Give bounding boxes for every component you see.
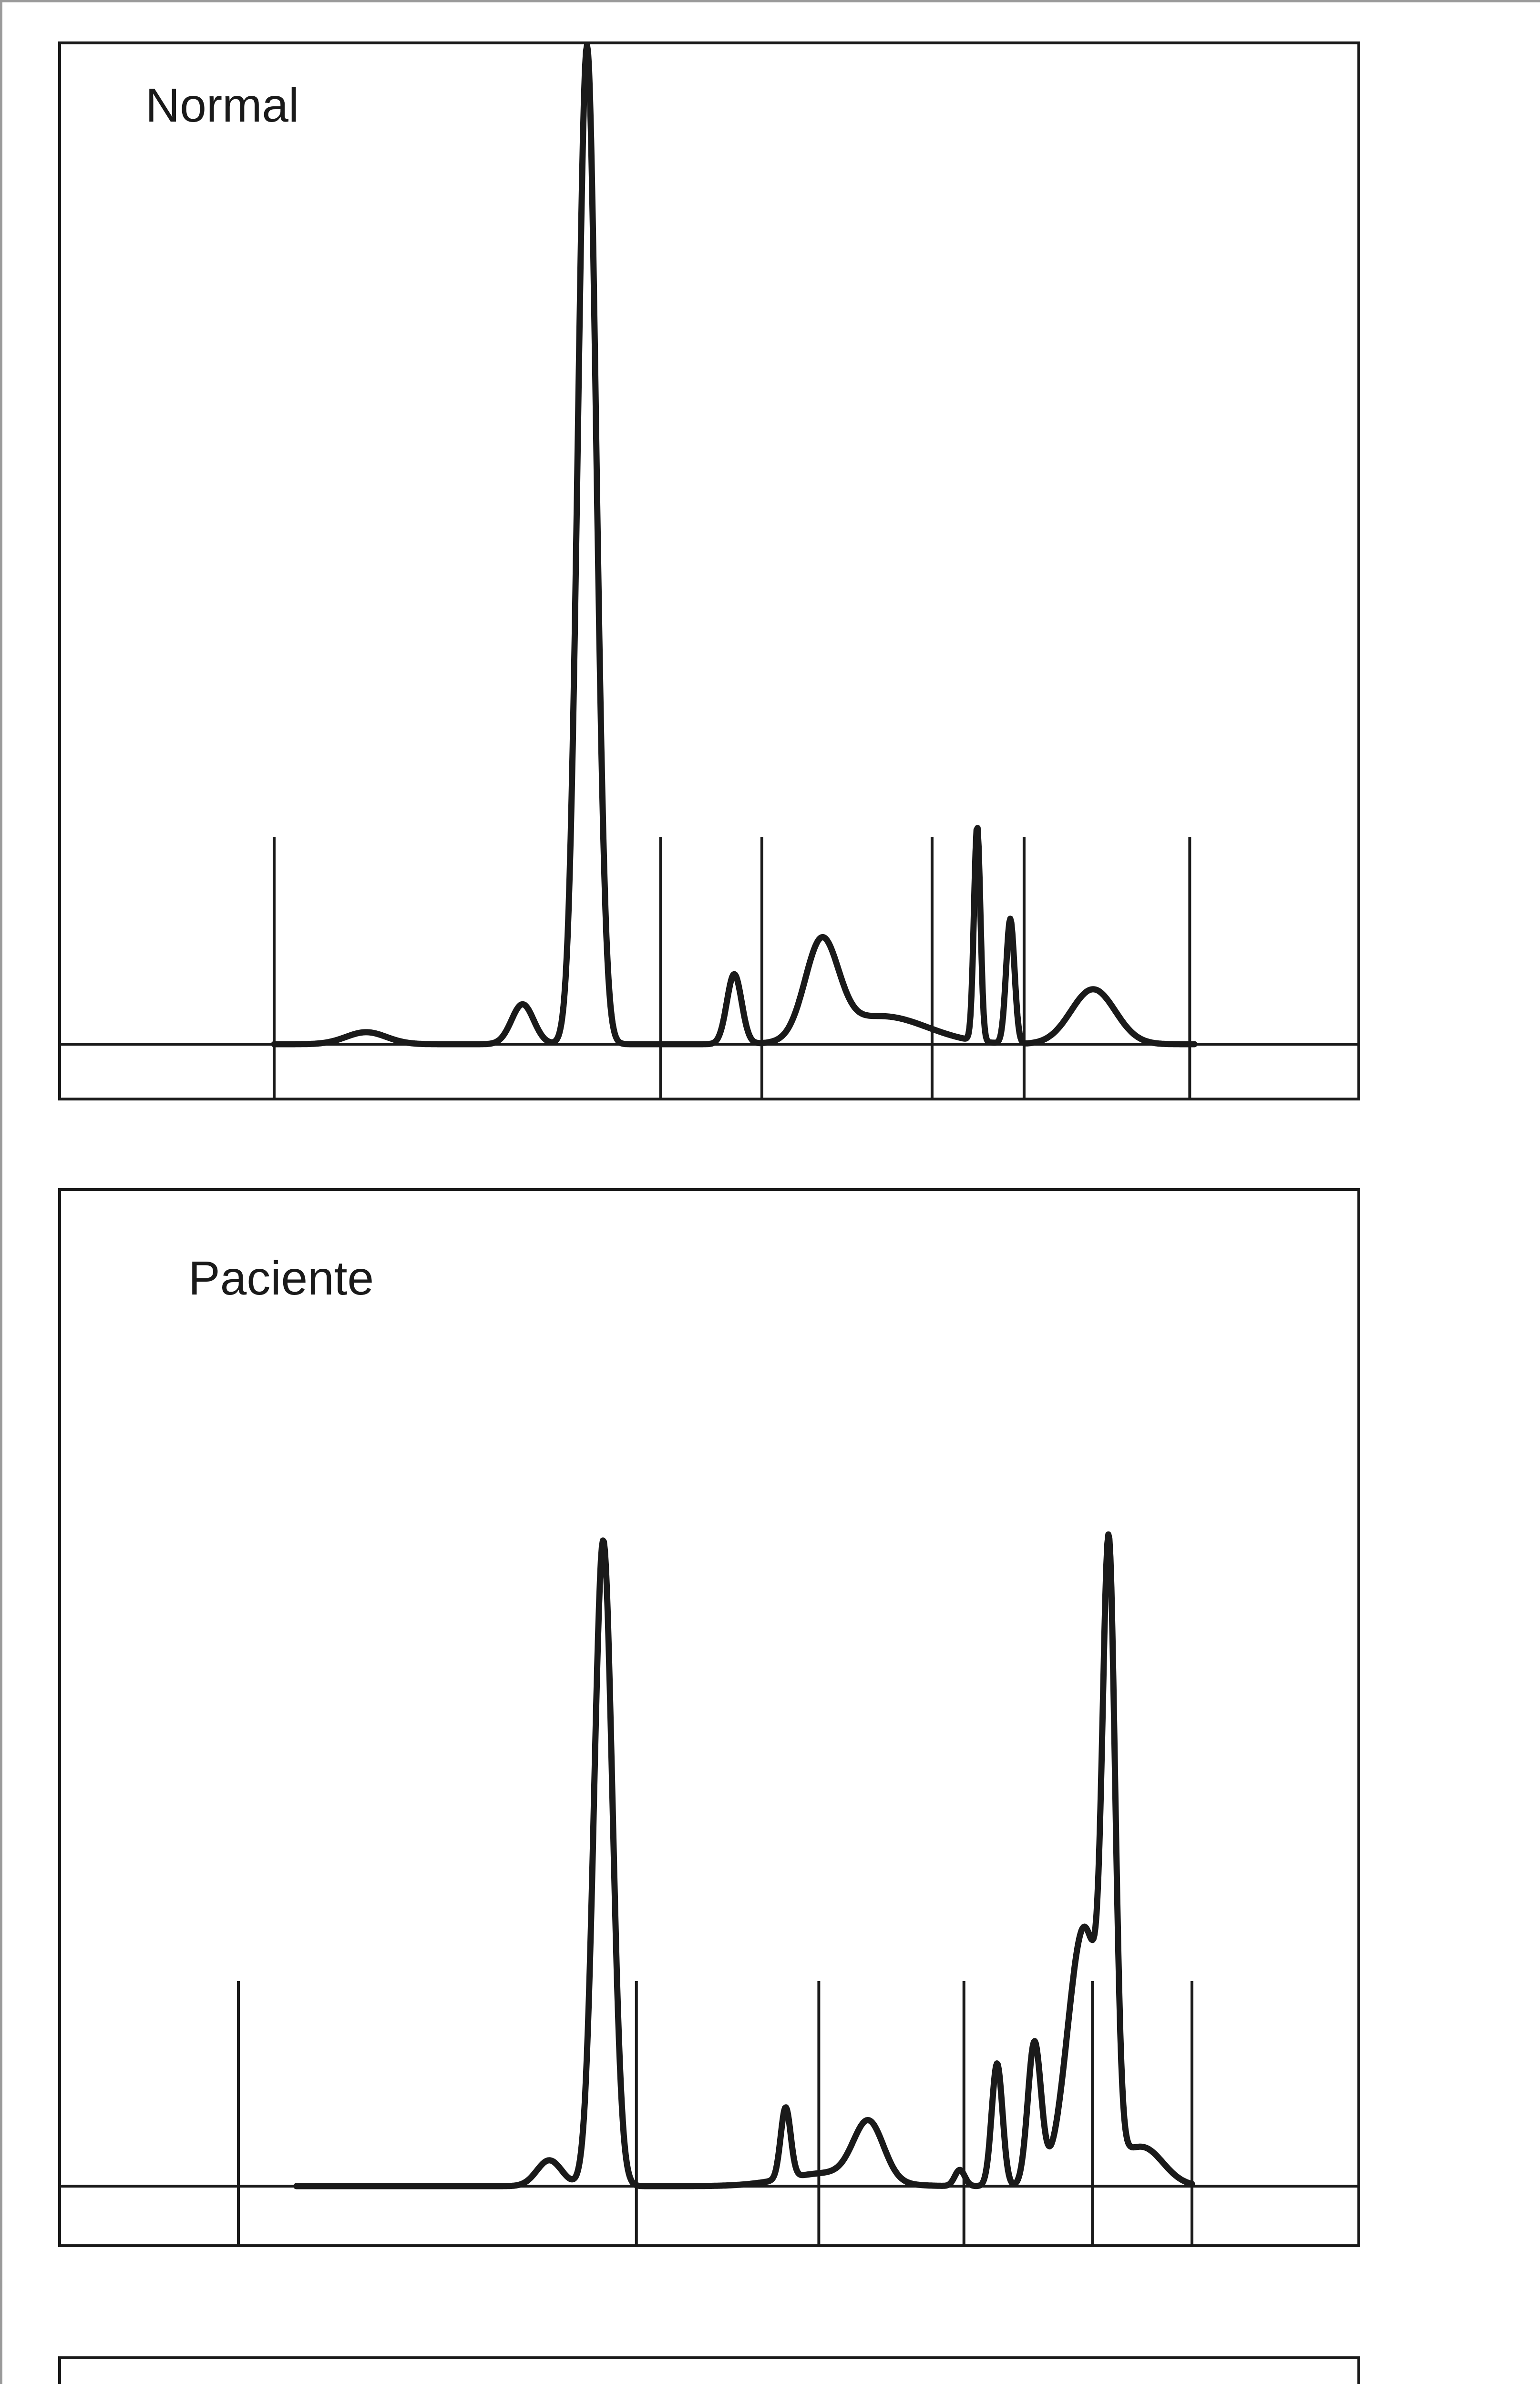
fraction-separators [238, 1981, 1192, 2246]
panel-normal [60, 43, 1359, 1099]
panel-frame [60, 1190, 1359, 2246]
panel-title: Paciente [188, 1252, 374, 1305]
densitometry-curve [274, 45, 1194, 1044]
panel-monoclonal [60, 2358, 1359, 2384]
panel-paciente [60, 1190, 1359, 2246]
fraction-separators [274, 837, 1190, 1099]
densitometry-curve [297, 1534, 1192, 2186]
panel-title: Normal [145, 79, 299, 132]
panel-frame [60, 2358, 1359, 2384]
panel-frame [60, 43, 1359, 1099]
